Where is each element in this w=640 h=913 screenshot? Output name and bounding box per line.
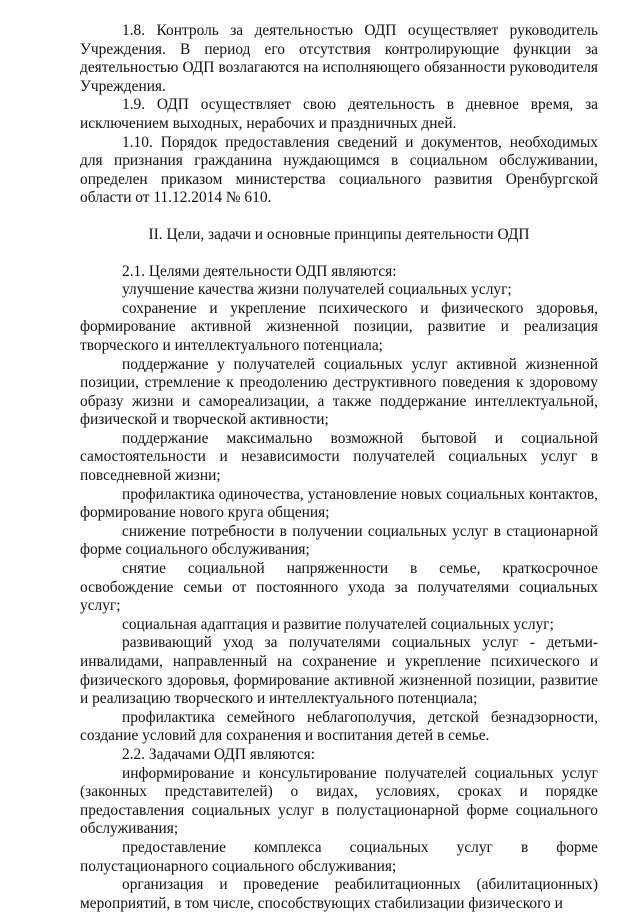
paragraph-1-8: 1.8. Контроль за деятельностью ОДП осуществляет руководитель Учреждения. В период его отсутствия контролирующие функции за деятельностью ОДП возлагаются на исполняющего обязанности руководителя Учреждения. [80,22,598,95]
paragraph-2-2: 2.2. Задачами ОДП являются: [122,745,316,763]
document-page [80,22,598,913]
goal-item: улучшение качества жизни получателей социальных услуг; [122,281,512,299]
paragraph-1-10: 1.10. Порядок предоставления сведений и документов, необходимых для признания гражданина нуждающимся в социальном обслуживании, определен приказом министерства социального развития Оренбургской области от 11.12.2014 № 610. [80,133,598,207]
goal-item: сохранение и укрепление психического и физического здоровья, формирование активной жизненной позиции, развитие и реализация творческого и интеллектуального потенциала; [80,299,598,354]
goal-item: снижение потребности в получении социальных услуг в стационарной форме социального обслуживания; [80,522,598,559]
goal-item: профилактика семейного неблагополучия, детской безнадзорности, создание условий для сохранения и воспитания детей в семье. [80,708,598,745]
goal-item: поддержание максимально возможной бытовой и социальной самостоятельности и независимости получателей социальных услуг в повседневной жизни; [80,429,598,485]
task-item: организация и проведение реабилитационных (абилитационных) мероприятий, в том числе, способствующих стабилизации физического и [80,876,598,912]
goal-item: снятие социальной напряженности в семье, краткосрочное освобождение семьи от постоянного ухода за получателями социальных услуг; [80,560,598,615]
goal-item: развивающий уход за получателями социальных услуг - детьми-инвалидами, направленный на сохранение и укрепление психического и физического здоровья, формирование активной жизненной позиции, развитие и реализацию творческого и интеллектуального потенциала; [80,634,598,708]
paragraph-1-9: 1.9. ОДП осуществляет свою деятельность в дневное время, за исключением выходных, нерабочих и праздничных дней. [80,96,598,132]
paragraph-2-1: 2.1. Целями деятельности ОДП являются: [122,262,397,280]
goal-item: поддержание у получателей социальных услуг активной жизненной позиции, стремление к преодолению деструктивного поведения к здоровому образу жизни и самореализации, а также поддержание интеллектуальной, физической и творческой активности; [80,355,598,429]
goal-item: профилактика одиночества, установление новых социальных контактов, формирование нового круга общения; [80,485,598,522]
goal-item: социальная адаптация и развитие получателей социальных услуг; [122,615,554,633]
task-item: предоставление комплекса социальных услуг в форме полустационарного социального обслуживания; [80,838,598,875]
task-item: информирование и консультирование получателей социальных услуг (законных представителей) о видах, условиях, сроках и порядке предоставления социальных услуг в полустационарной форме социального обслуживания; [80,764,598,838]
section-heading: II. Цели, задачи и основные принципы деятельности ОДП [148,225,530,243]
